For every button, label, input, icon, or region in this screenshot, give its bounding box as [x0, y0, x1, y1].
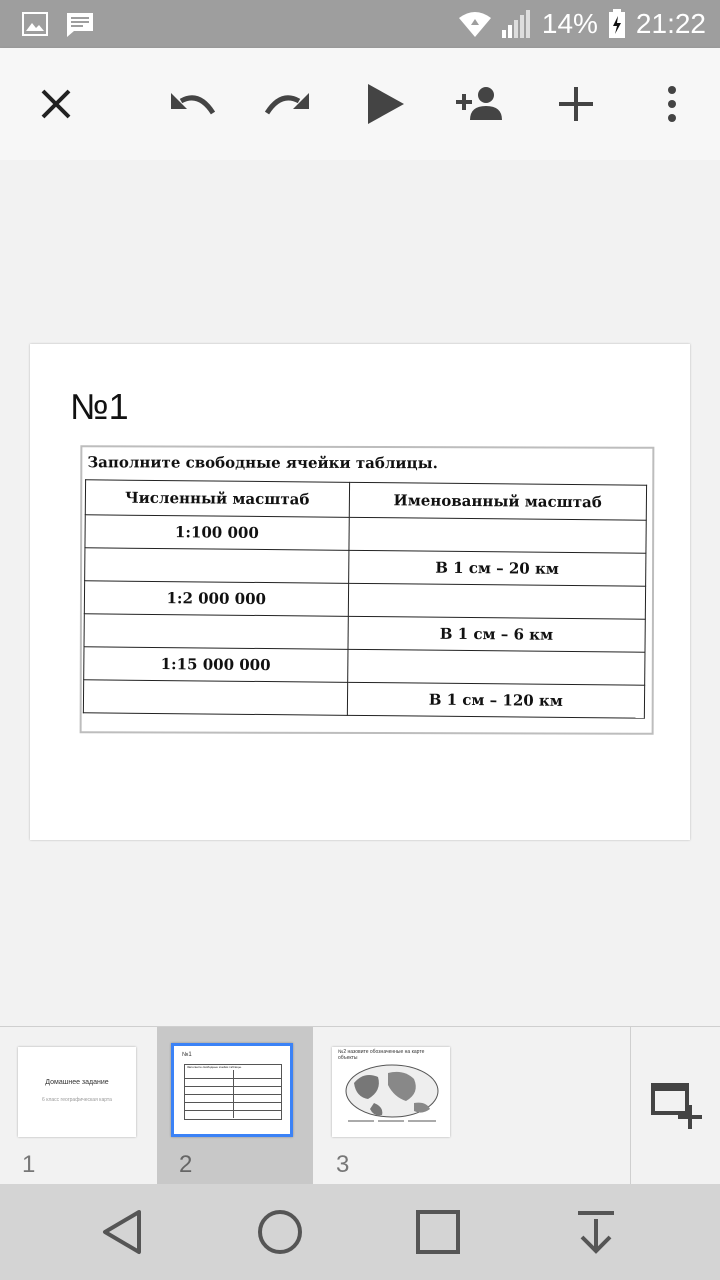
- table-row: [84, 581, 645, 619]
- table-cell: 1:15 000 000: [84, 647, 348, 683]
- table-cell: [84, 614, 348, 650]
- thumbnail-slide-1[interactable]: [0, 1027, 156, 1185]
- thumbnail-title: №2 назовите обозначенные на карте объекты: [338, 1049, 425, 1061]
- signal-icon: [502, 10, 532, 38]
- more-options-button[interactable]: [644, 76, 700, 132]
- thumbnail-table-shape: [184, 1064, 282, 1120]
- play-icon: [364, 84, 404, 124]
- add-icon: [559, 87, 593, 121]
- present-button[interactable]: [356, 76, 412, 132]
- thumbnail-title: №1: [182, 1052, 192, 1058]
- redo-icon: [265, 89, 311, 119]
- header-named-scale: Именованный масштаб: [349, 482, 647, 520]
- status-bar: [0, 0, 720, 48]
- close-icon: [40, 88, 72, 120]
- thumbnail-subtitle: Заполните свободные ячейки таблицы.: [187, 1066, 242, 1069]
- slide-thumbnail-strip: [0, 1026, 720, 1185]
- table-row: [83, 680, 644, 718]
- insert-button[interactable]: [548, 76, 604, 132]
- worksheet-instruction: Заполните свободные ячейки таблицы.: [87, 453, 438, 473]
- thumbnail-number: 1: [22, 1151, 36, 1178]
- more-vert-icon: [667, 86, 677, 122]
- share-button[interactable]: [452, 76, 508, 132]
- add-slide-button[interactable]: [648, 1079, 704, 1135]
- table-cell: [83, 680, 347, 716]
- recents-icon: [416, 1210, 460, 1254]
- message-notification-icon: [66, 12, 94, 38]
- table-row: [84, 614, 645, 652]
- worksheet-image[interactable]: [80, 445, 655, 735]
- table-cell: 1:100 000: [85, 515, 349, 551]
- thumbnail-preview[interactable]: [332, 1047, 450, 1137]
- table-cell: 1:2 000 000: [84, 581, 348, 617]
- undo-icon: [169, 89, 215, 119]
- table-row: [85, 515, 646, 553]
- add-person-icon: [456, 86, 504, 122]
- slide-canvas[interactable]: [0, 160, 720, 1026]
- map-icon: [344, 1063, 440, 1125]
- clock: 21:22: [635, 8, 706, 39]
- top-toolbar: [0, 48, 720, 160]
- back-button[interactable]: [94, 1204, 150, 1260]
- hide-keyboard-button[interactable]: [568, 1204, 624, 1260]
- hide-keyboard-icon: [576, 1209, 616, 1255]
- table-cell: [347, 649, 645, 685]
- home-button[interactable]: [252, 1204, 308, 1260]
- thumbnail-number: 2: [179, 1151, 193, 1178]
- back-icon: [101, 1209, 143, 1255]
- thumbnail-title: Домашнее задание: [45, 1079, 109, 1086]
- thumbnail-subtitle: 6 класс географическая карта: [42, 1097, 112, 1103]
- thumbnail-preview[interactable]: [18, 1047, 136, 1137]
- current-slide[interactable]: [30, 344, 690, 840]
- battery-charging-icon: [608, 9, 626, 39]
- table-cell: [349, 517, 647, 553]
- slide-title[interactable]: №1: [70, 386, 129, 427]
- redo-button[interactable]: [260, 76, 316, 132]
- table-cell: В 1 см – 120 км: [347, 682, 645, 718]
- table-row: [85, 548, 646, 586]
- battery-percent: 14%: [541, 8, 598, 39]
- thumbnail-slide-2[interactable]: [157, 1027, 313, 1185]
- table-cell: [85, 548, 349, 584]
- wifi-icon: [458, 10, 492, 38]
- table-row: [84, 647, 645, 685]
- thumbnail-preview[interactable]: [171, 1043, 293, 1137]
- header-numeric-scale: Численный масштаб: [85, 480, 349, 518]
- table-cell: В 1 см – 6 км: [348, 616, 646, 652]
- close-button[interactable]: [28, 76, 84, 132]
- image-notification-icon: [22, 12, 48, 36]
- strip-divider: [630, 1027, 631, 1185]
- table-header-row: [85, 480, 646, 520]
- system-nav-bar: [0, 1184, 720, 1280]
- thumbnail-number: 3: [336, 1151, 350, 1178]
- undo-button[interactable]: [164, 76, 220, 132]
- table-cell: [348, 583, 646, 619]
- table-cell: В 1 см – 20 км: [348, 550, 646, 586]
- scale-table: [83, 479, 647, 718]
- recents-button[interactable]: [410, 1204, 466, 1260]
- add-slide-icon: [648, 1079, 704, 1135]
- home-icon: [257, 1209, 303, 1255]
- thumbnail-slide-3[interactable]: [314, 1027, 470, 1185]
